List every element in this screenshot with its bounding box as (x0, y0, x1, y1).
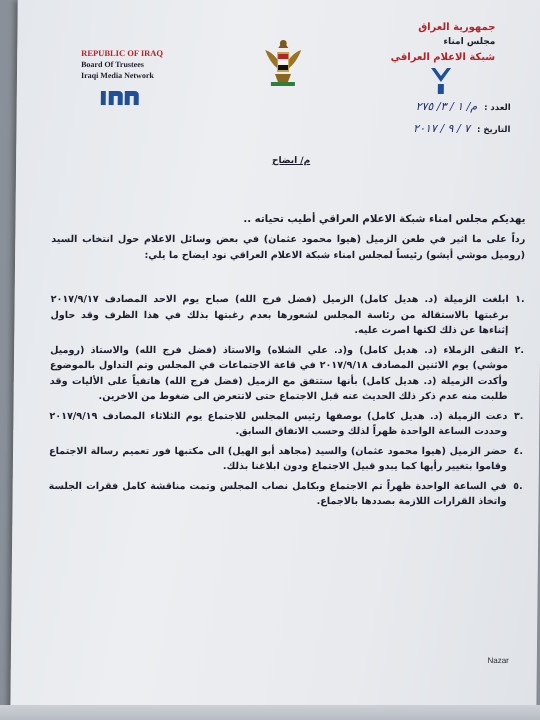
imn-logo-icon (101, 87, 141, 107)
item-number: .٥ (513, 480, 523, 492)
ar-board: مجلس امناء (443, 37, 496, 47)
document-page (10, 0, 540, 720)
list-item (49, 444, 523, 475)
list-item (48, 479, 522, 510)
item-number: .٢ (514, 344, 525, 356)
list-item (50, 343, 525, 405)
document-date (310, 122, 510, 135)
document-number (311, 100, 511, 113)
list-item (50, 292, 524, 339)
item-text: في الساعة الواحدة ظهراً تم الاجتماع وبكامل نصاب المجلس وتمت مناقشة كامل فقرات الجلسة واتخاذ القرارات اللازمة بصددها بالاجماع. (48, 480, 507, 507)
greeting: يهديكم مجلس امناء شبكة الاعلام العراقي أطيب تحياته .. (243, 214, 526, 225)
item-number: .١ (515, 294, 525, 305)
letterhead-arabic (345, 20, 495, 65)
footer-initials: Nazar (487, 656, 509, 665)
ar-country: جمهورية العراق (418, 22, 496, 33)
number-value: م/ ١ / ٣/ ٢٧٥ (415, 100, 478, 113)
subject-line: م/ ايضاح (271, 156, 311, 166)
page-edge-shadow (0, 705, 540, 720)
item-text: دعت الزميلة (د. هديل كامل) بوصفها رئيس المجلس للاجتماع يوم الثلاثاء المصادف ٢٠١٧/٩/١٩ وحددت الساعة الواحدة ظهراً لذلك وحسب الاتفاق السابق. (49, 410, 508, 437)
item-text: التقى الزملاء (د. هديل كامل) و(د. علي الشلاه) والاستاذ (فضل فرج الله) والاستاذ (روميل موشي) يوم الاثنين المصادف ٢٠١٧/٩/١٨ في قاعة الاجتماعات في المجلس وتم التداول بالموضوع وأكدت الزميلة (د. هديل كامل) بأنها ستتفق مع الزميل (فضل فرج الله) هاتفياً على الأليات وقد طلبت منه عدم ذكر ذلك الحديث عنه قبل الاجتماع حتى لاتتعرض الى ضغوط من الاخرين. (49, 344, 509, 402)
list-item (49, 409, 523, 440)
letterhead-english (81, 48, 231, 81)
en-country: REPUBLIC OF IRAQ (81, 48, 164, 58)
item-number: .٤ (513, 445, 524, 457)
ar-network: شبكة الاعلام العراقي (390, 52, 496, 63)
date-value: ٧ / ٩ / ٢٠١٧ (413, 122, 471, 135)
date-label: التاريخ : (477, 125, 511, 135)
iraq-eagle-emblem-icon (261, 36, 306, 88)
clarification-list (48, 292, 524, 514)
item-number: .٣ (513, 410, 524, 422)
iraqi-media-network-logo-icon (427, 66, 455, 96)
en-board: Board Of Trustees (81, 60, 144, 69)
item-text: ابلغت الزميلة (د. هديل كامل) الزميل (فضل فرج الله) صباح يوم الاحد المصادف ٢٠١٧/٩/١٧ برغبتها بالاستقالة من رئاسة المجلس لشعورها بعدم رغبتها بذلك في هذا الظرف وقد حاول إثناءها عن ذلك لكنها اصرت عليه. (50, 294, 509, 336)
number-label: العدد : (484, 103, 511, 113)
en-network: Iraqi Media Network (80, 71, 154, 80)
item-text: حضر الزميل (هيوا محمود عثمان) والسيد (مجاهد أبو الهيل) الى مكتبها فور تعميم رسالة الاجتماع وقاموا بتغيير رأيها كما يبدو قبيل الاجتماع ودون ابلاغنا بذلك. (48, 445, 508, 472)
intro-paragraph: رداً على ما اثير في طعن الزميل (هيوا محمود عثمان) في بعض وسائل الاعلام حول انتخاب السيد (روميل موشي أيشو) رئيساً لمجلس امناء شبكة الاعلام العراقي نود ايضاح ما يلي: (51, 234, 526, 261)
